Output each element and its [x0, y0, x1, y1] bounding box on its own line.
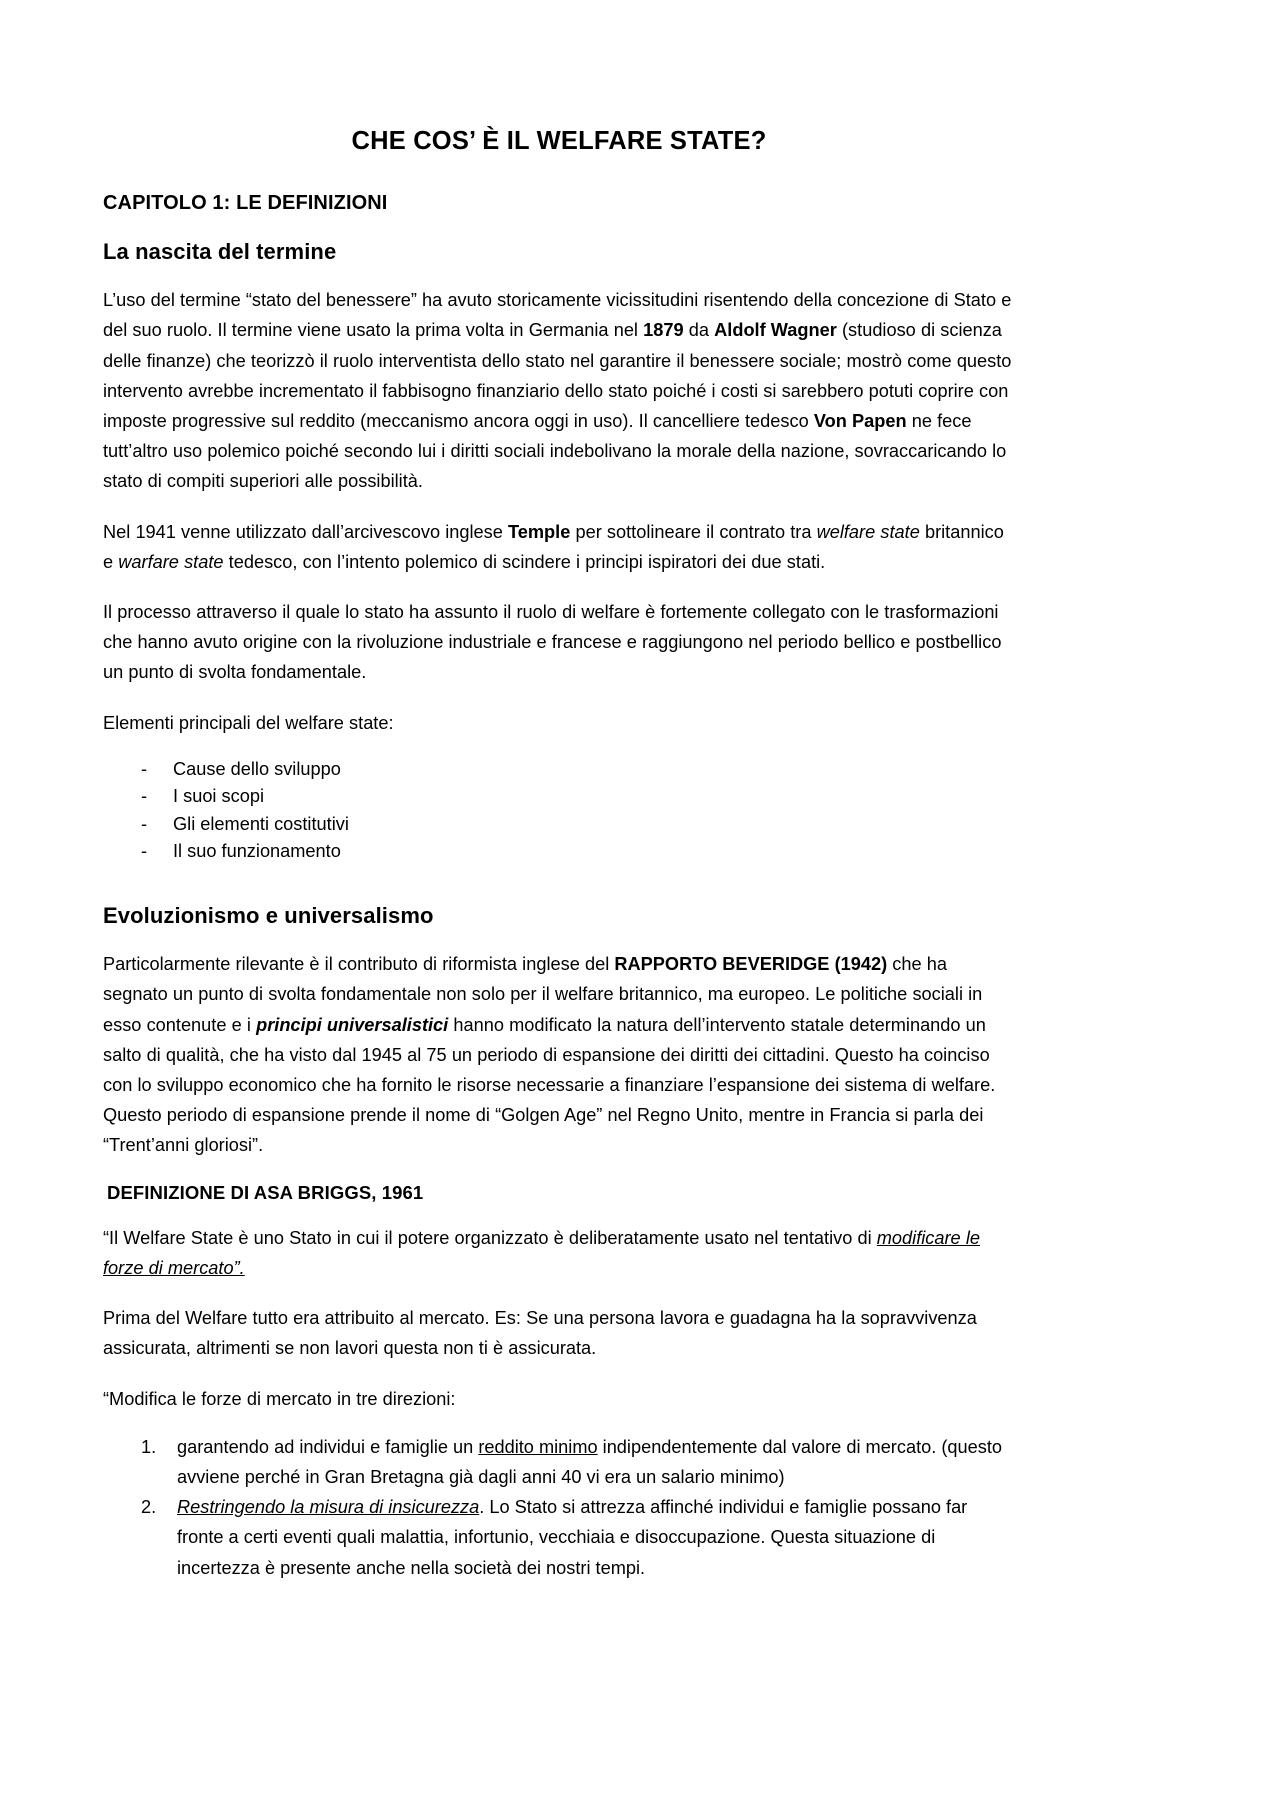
- paragraph-origine-termine: [103, 285, 1015, 496]
- section-heading-nascita-del-termine: La nascita del termine: [103, 238, 337, 264]
- bold-run-1879: 1879: [643, 320, 684, 341]
- list-number: 2.: [141, 1497, 157, 1518]
- paragraph-modifica-tre-direzioni: “Modifica le forze di mercato in tre direzioni:: [103, 1388, 456, 1409]
- chapter-heading: CAPITOLO 1: LE DEFINIZIONI: [103, 191, 388, 214]
- list-item-body: [177, 1432, 1015, 1492]
- section-heading-evoluzionismo-universalismo: Evoluzionismo e universalismo: [103, 902, 434, 928]
- paragraph-elementi-principali-intro: Elementi principali del welfare state:: [103, 712, 394, 733]
- text-run: che ha segnato un punto di svolta fondamentale non solo per il welfare britannico, ma europeo. Le politiche sociali in esso contenute e i: [103, 954, 983, 1035]
- bold-run-von-papen: Von Papen: [813, 410, 907, 431]
- text-run: tedesco, con l’intento polemico di scindere i principi ispiratori dei due stati.: [223, 551, 826, 572]
- paragraph-prima-del-welfare: Prima del Welfare tutto era attribuito al mercato. Es: Se una persona lavora e guadagna ha la sopravvivenza assicurata, altrimenti se non lavori questa non ti è assicurata.: [103, 1308, 977, 1359]
- paragraph-processo-welfare: Il processo attraverso il quale lo stato ha assunto il ruolo di welfare è fortemente collegato con le trasformazioni che hanno avuto origine con la rivoluzione industriale e francese e raggiungono nel periodo bellico e postbellico un punto di svolta fondamentale.: [103, 601, 1002, 683]
- bold-italic-run-principi-universalistici: principi universalistici: [256, 1014, 449, 1035]
- list-item: [141, 838, 1015, 866]
- bold-run-temple: Temple: [508, 521, 571, 542]
- tre-direzioni-list: [103, 1432, 1015, 1583]
- text-run: “Il Welfare State è uno Stato in cui il potere organizzato è deliberatamente usato nel tentativo di: [103, 1227, 877, 1248]
- underline-italic-run-restringendo-insicurezza: Restringendo la misura di insicurezza: [177, 1497, 480, 1518]
- list-item-body: [177, 1492, 1015, 1583]
- paragraph-rapporto-beveridge: [103, 949, 1015, 1160]
- text-run: ne fece tutt’altro uso polemico poiché secondo lui i diritti sociali indebolivano la morale della nazione, sovraccaricando lo stato di compiti superiori alle possibilità.: [103, 410, 1007, 492]
- dash-marker-icon: -: [141, 758, 148, 779]
- text-run: Nel 1941 venne utilizzato dall’arcivescovo inglese: [103, 521, 508, 542]
- dash-marker-icon: -: [141, 841, 148, 862]
- document-content: [103, 126, 1015, 1593]
- dash-marker-icon: -: [141, 786, 148, 807]
- list-item-label: Cause dello sviluppo: [173, 758, 341, 779]
- paragraph-temple-1941: [103, 517, 1015, 577]
- elementi-principali-list: [103, 756, 1015, 866]
- text-run: hanno modificato la natura dell’intervento statale determinando un salto di qualità, che ha visto dal 1945 al 75 un periodo di espansione dei diritti dei cittadini. Questo ha coinciso con lo sviluppo economico che ha fornito le risorse necessarie a finanziare l’espansione dei sistema di welfare. Questo periodo di espansione prende il nome di “Golgen Age” nel Regno Unito, mentre in Francia si parla dei “Trent’anni gloriosi”.: [103, 1014, 996, 1156]
- list-item: [141, 811, 1015, 839]
- dash-marker-icon: -: [141, 813, 148, 834]
- text-run: (studioso di scienza delle finanze) che teorizzò il ruolo interventista dello stato nel garantire il benessere sociale; mostrò come questo intervento avrebbe incrementato il fabbisogno finanziario dello stato poiché i costi si sarebbero potuti coprire con imposte progressive sul reddito (meccanismo ancora oggi in uso). Il cancelliere tedesco: [103, 320, 1012, 431]
- text-run: per sottolineare il contrato tra: [570, 521, 817, 542]
- text-run: indipendentemente dal valore di mercato. (questo avviene perché in Gran Bretagna già dagli anni 40 vi era un salario minimo): [177, 1436, 1003, 1487]
- document-title: CHE COS’ È IL WELFARE STATE?: [351, 127, 767, 155]
- paragraph-quote-asa-briggs: [103, 1223, 1015, 1283]
- list-item-label: Il suo funzionamento: [173, 841, 341, 862]
- list-item: [141, 1432, 1015, 1492]
- list-item: [141, 783, 1015, 811]
- text-run: . Lo Stato si attrezza affinché individui e famiglie possano far fronte a certi eventi quali malattia, infortunio, vecchiaia e disoccupazione. Questa situazione di incertezza è presente anche nella società dei nostri tempi.: [177, 1497, 968, 1578]
- text-run: L’uso del termine “stato del benessere” ha avuto storicamente vicissitudini risentendo della concezione di Stato e del suo ruolo. Il termine viene usato la prima volta in Germania nel: [103, 290, 1012, 341]
- list-number: 1.: [141, 1436, 157, 1457]
- italic-run-warfare-state: warfare state: [118, 551, 224, 572]
- bold-run-rapporto-beveridge: RAPPORTO BEVERIDGE (1942): [614, 954, 888, 975]
- sub-heading-definizione-asa-briggs: DEFINIZIONE DI ASA BRIGGS, 1961: [107, 1181, 424, 1203]
- text-run: da: [683, 320, 715, 341]
- bold-run-aldolf-wagner: Aldolf Wagner: [714, 320, 837, 341]
- italic-run-welfare-state: welfare state: [816, 521, 920, 542]
- text-run: garantendo ad individui e famiglie un: [177, 1436, 479, 1457]
- list-item-label: I suoi scopi: [173, 786, 264, 807]
- text-run: Particolarmente rilevante è il contributo di riformista inglese del: [103, 954, 615, 975]
- underline-italic-run-modificare-forze-mercato: modificare le forze di mercato”.: [103, 1227, 980, 1278]
- underline-run-reddito-minimo: reddito minimo: [478, 1436, 598, 1457]
- list-item: [141, 1492, 1015, 1583]
- list-item: [141, 756, 1015, 784]
- text-run: britannico e: [103, 521, 1004, 572]
- list-item-label: Gli elementi costitutivi: [173, 813, 349, 834]
